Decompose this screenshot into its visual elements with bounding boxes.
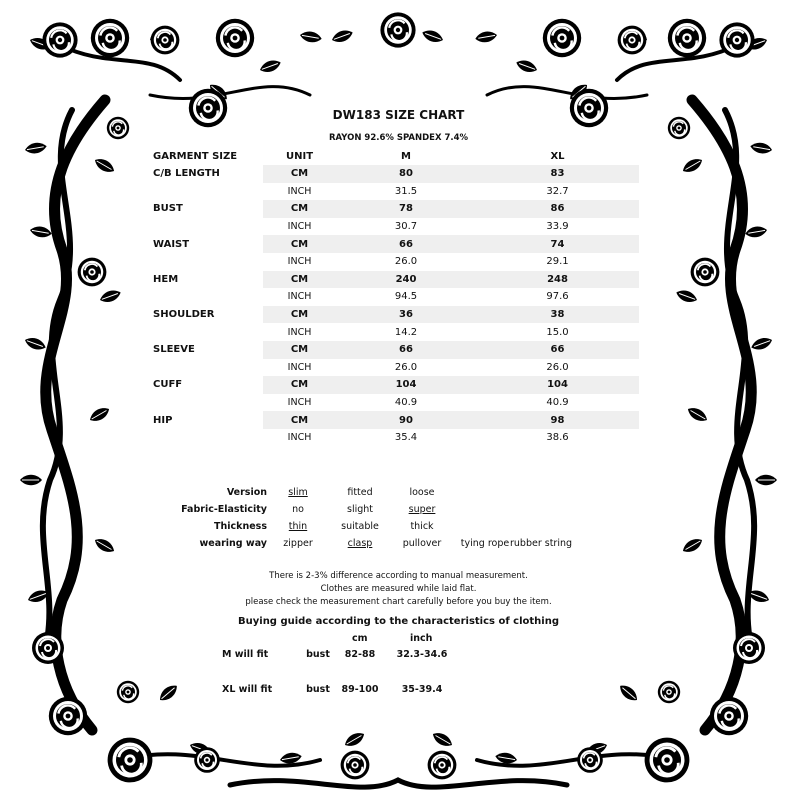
attribute-label: wearing way <box>199 538 267 549</box>
table-row <box>153 165 639 183</box>
value-m-inch: 30.7 <box>394 221 418 233</box>
value-m-cm: 78 <box>336 200 476 218</box>
unit-cm: CM <box>263 341 336 359</box>
unit-inch: INCH <box>287 221 312 233</box>
unit-inch: INCH <box>287 361 312 373</box>
attribute-option: slight <box>346 504 374 515</box>
attribute-option: loose <box>409 487 435 498</box>
value-xl-inch: 26.0 <box>546 361 569 373</box>
guide-size-label: XL will fit <box>222 684 273 695</box>
unit-inch: INCH <box>287 432 312 444</box>
table-row <box>153 359 639 377</box>
attribute-option: suitable <box>341 521 379 532</box>
value-xl-inch: 33.9 <box>546 221 569 233</box>
measurement-name: HEM <box>153 273 179 285</box>
unit-inch: INCH <box>287 326 312 338</box>
measurement-name: C/B LENGTH <box>153 168 220 180</box>
attribute-option-selected: slim <box>288 487 308 498</box>
attribute-option: fitted <box>347 487 373 498</box>
value-m-cm: 240 <box>336 271 476 289</box>
value-m-cm: 90 <box>336 411 476 429</box>
value-m-cm: 104 <box>336 376 476 394</box>
unit-cm: CM <box>263 235 336 253</box>
table-row <box>153 429 639 447</box>
value-xl-cm: 83 <box>476 165 639 183</box>
table-row <box>153 218 639 236</box>
attribute-option: tying rope <box>460 538 510 549</box>
guide-body-part: bust <box>306 684 330 695</box>
guide-value-cm: 89-100 <box>341 684 379 695</box>
measurement-name-empty <box>153 323 263 341</box>
measurement-name: HIP <box>153 414 173 426</box>
attribute-option: thick <box>410 521 434 532</box>
header-unit: UNIT <box>285 151 314 162</box>
table-row <box>153 235 639 253</box>
attribute-option: rubber string <box>509 538 573 549</box>
measurement-name-empty <box>153 288 263 306</box>
value-xl-inch: 40.9 <box>546 397 569 409</box>
table-row <box>153 341 639 359</box>
measurement-name-empty <box>153 429 263 447</box>
header-size-m: M <box>401 151 411 162</box>
value-m-inch: 26.0 <box>394 256 418 268</box>
table-row <box>153 411 639 429</box>
measurement-name: SHOULDER <box>153 309 215 321</box>
chart-title: DW183 SIZE CHART <box>332 108 465 122</box>
measurement-name-empty <box>153 359 263 377</box>
value-m-inch: 26.0 <box>394 361 418 373</box>
value-m-inch: 35.4 <box>394 432 418 444</box>
buying-guide-title: Buying guide according to the characteristics of clothing <box>238 616 559 627</box>
note-measurement-difference: There is 2-3% difference according to manual measurement. <box>269 571 528 581</box>
attribute-row <box>0 521 797 537</box>
value-xl-inch: 97.6 <box>546 291 569 303</box>
value-xl-cm: 98 <box>476 411 639 429</box>
table-row <box>153 394 639 412</box>
attribute-label: Version <box>226 487 267 498</box>
table-row <box>153 288 639 306</box>
value-xl-inch: 32.7 <box>546 185 569 197</box>
measurement-name: CUFF <box>153 379 183 391</box>
measurement-name-empty <box>153 183 263 201</box>
table-row <box>153 183 639 201</box>
value-xl-inch: 15.0 <box>546 326 569 338</box>
value-xl-inch: 38.6 <box>546 432 569 444</box>
value-m-cm: 36 <box>336 306 476 324</box>
value-m-cm: 80 <box>336 165 476 183</box>
value-xl-cm: 248 <box>476 271 639 289</box>
measurement-name: SLEEVE <box>153 344 195 356</box>
guide-size-label: M will fit <box>222 649 269 660</box>
unit-cm: CM <box>263 200 336 218</box>
guide-header-inch: inch <box>410 633 433 644</box>
unit-cm: CM <box>263 306 336 324</box>
header-garment-size: GARMENT SIZE <box>153 151 238 162</box>
measurement-name-empty <box>153 394 263 412</box>
attribute-option-selected: super <box>408 504 436 515</box>
value-xl-cm: 86 <box>476 200 639 218</box>
measurement-name: WAIST <box>153 238 190 250</box>
value-m-cm: 66 <box>336 235 476 253</box>
value-xl-cm: 104 <box>476 376 639 394</box>
attribute-row <box>0 538 797 554</box>
size-table <box>153 148 639 447</box>
guide-header-cm: cm <box>352 633 368 644</box>
guide-value-inch: 32.3-34.6 <box>396 649 448 660</box>
attribute-option: no <box>292 504 304 515</box>
value-xl-cm: 66 <box>476 341 639 359</box>
table-row <box>153 271 639 289</box>
value-xl-inch: 29.1 <box>546 256 569 268</box>
table-row <box>153 200 639 218</box>
guide-body-part: bust <box>306 649 330 660</box>
unit-inch: INCH <box>287 291 312 303</box>
material-composition: RAYON 92.6% SPANDEX 7.4% <box>328 133 469 143</box>
table-body <box>153 165 639 447</box>
table-row <box>153 376 639 394</box>
header-size-xl: XL <box>550 151 565 162</box>
value-m-inch: 14.2 <box>394 326 418 338</box>
note-measured-flat: Clothes are measured while laid flat. <box>320 584 477 594</box>
unit-inch: INCH <box>287 256 312 268</box>
attribute-option-selected: clasp <box>347 538 373 549</box>
table-header-row <box>153 148 639 165</box>
unit-inch: INCH <box>287 185 312 197</box>
attribute-label: Fabric-Elasticity <box>181 504 267 515</box>
table-row <box>153 253 639 271</box>
measurement-name-empty <box>153 218 263 236</box>
value-m-cm: 66 <box>336 341 476 359</box>
guide-value-cm: 82-88 <box>344 649 376 660</box>
table-row <box>153 323 639 341</box>
measurement-name: BUST <box>153 203 183 215</box>
unit-cm: CM <box>263 376 336 394</box>
attribute-option: zipper <box>283 538 313 549</box>
value-m-inch: 94.5 <box>394 291 418 303</box>
attribute-option-selected: thin <box>288 521 308 532</box>
measurement-name-empty <box>153 253 263 271</box>
value-m-inch: 40.9 <box>394 397 418 409</box>
unit-cm: CM <box>263 411 336 429</box>
table-row <box>153 306 639 324</box>
attribute-row <box>0 504 797 520</box>
value-m-inch: 31.5 <box>394 185 418 197</box>
value-xl-cm: 74 <box>476 235 639 253</box>
attribute-option: pullover <box>402 538 442 549</box>
value-xl-cm: 38 <box>476 306 639 324</box>
note-check-chart: please check the measurement chart carefully before you buy the item. <box>245 597 552 607</box>
unit-cm: CM <box>263 165 336 183</box>
unit-inch: INCH <box>287 397 312 409</box>
unit-cm: CM <box>263 271 336 289</box>
attribute-label: Thickness <box>214 521 267 532</box>
attribute-row <box>0 487 797 503</box>
guide-value-inch: 35-39.4 <box>401 684 443 695</box>
